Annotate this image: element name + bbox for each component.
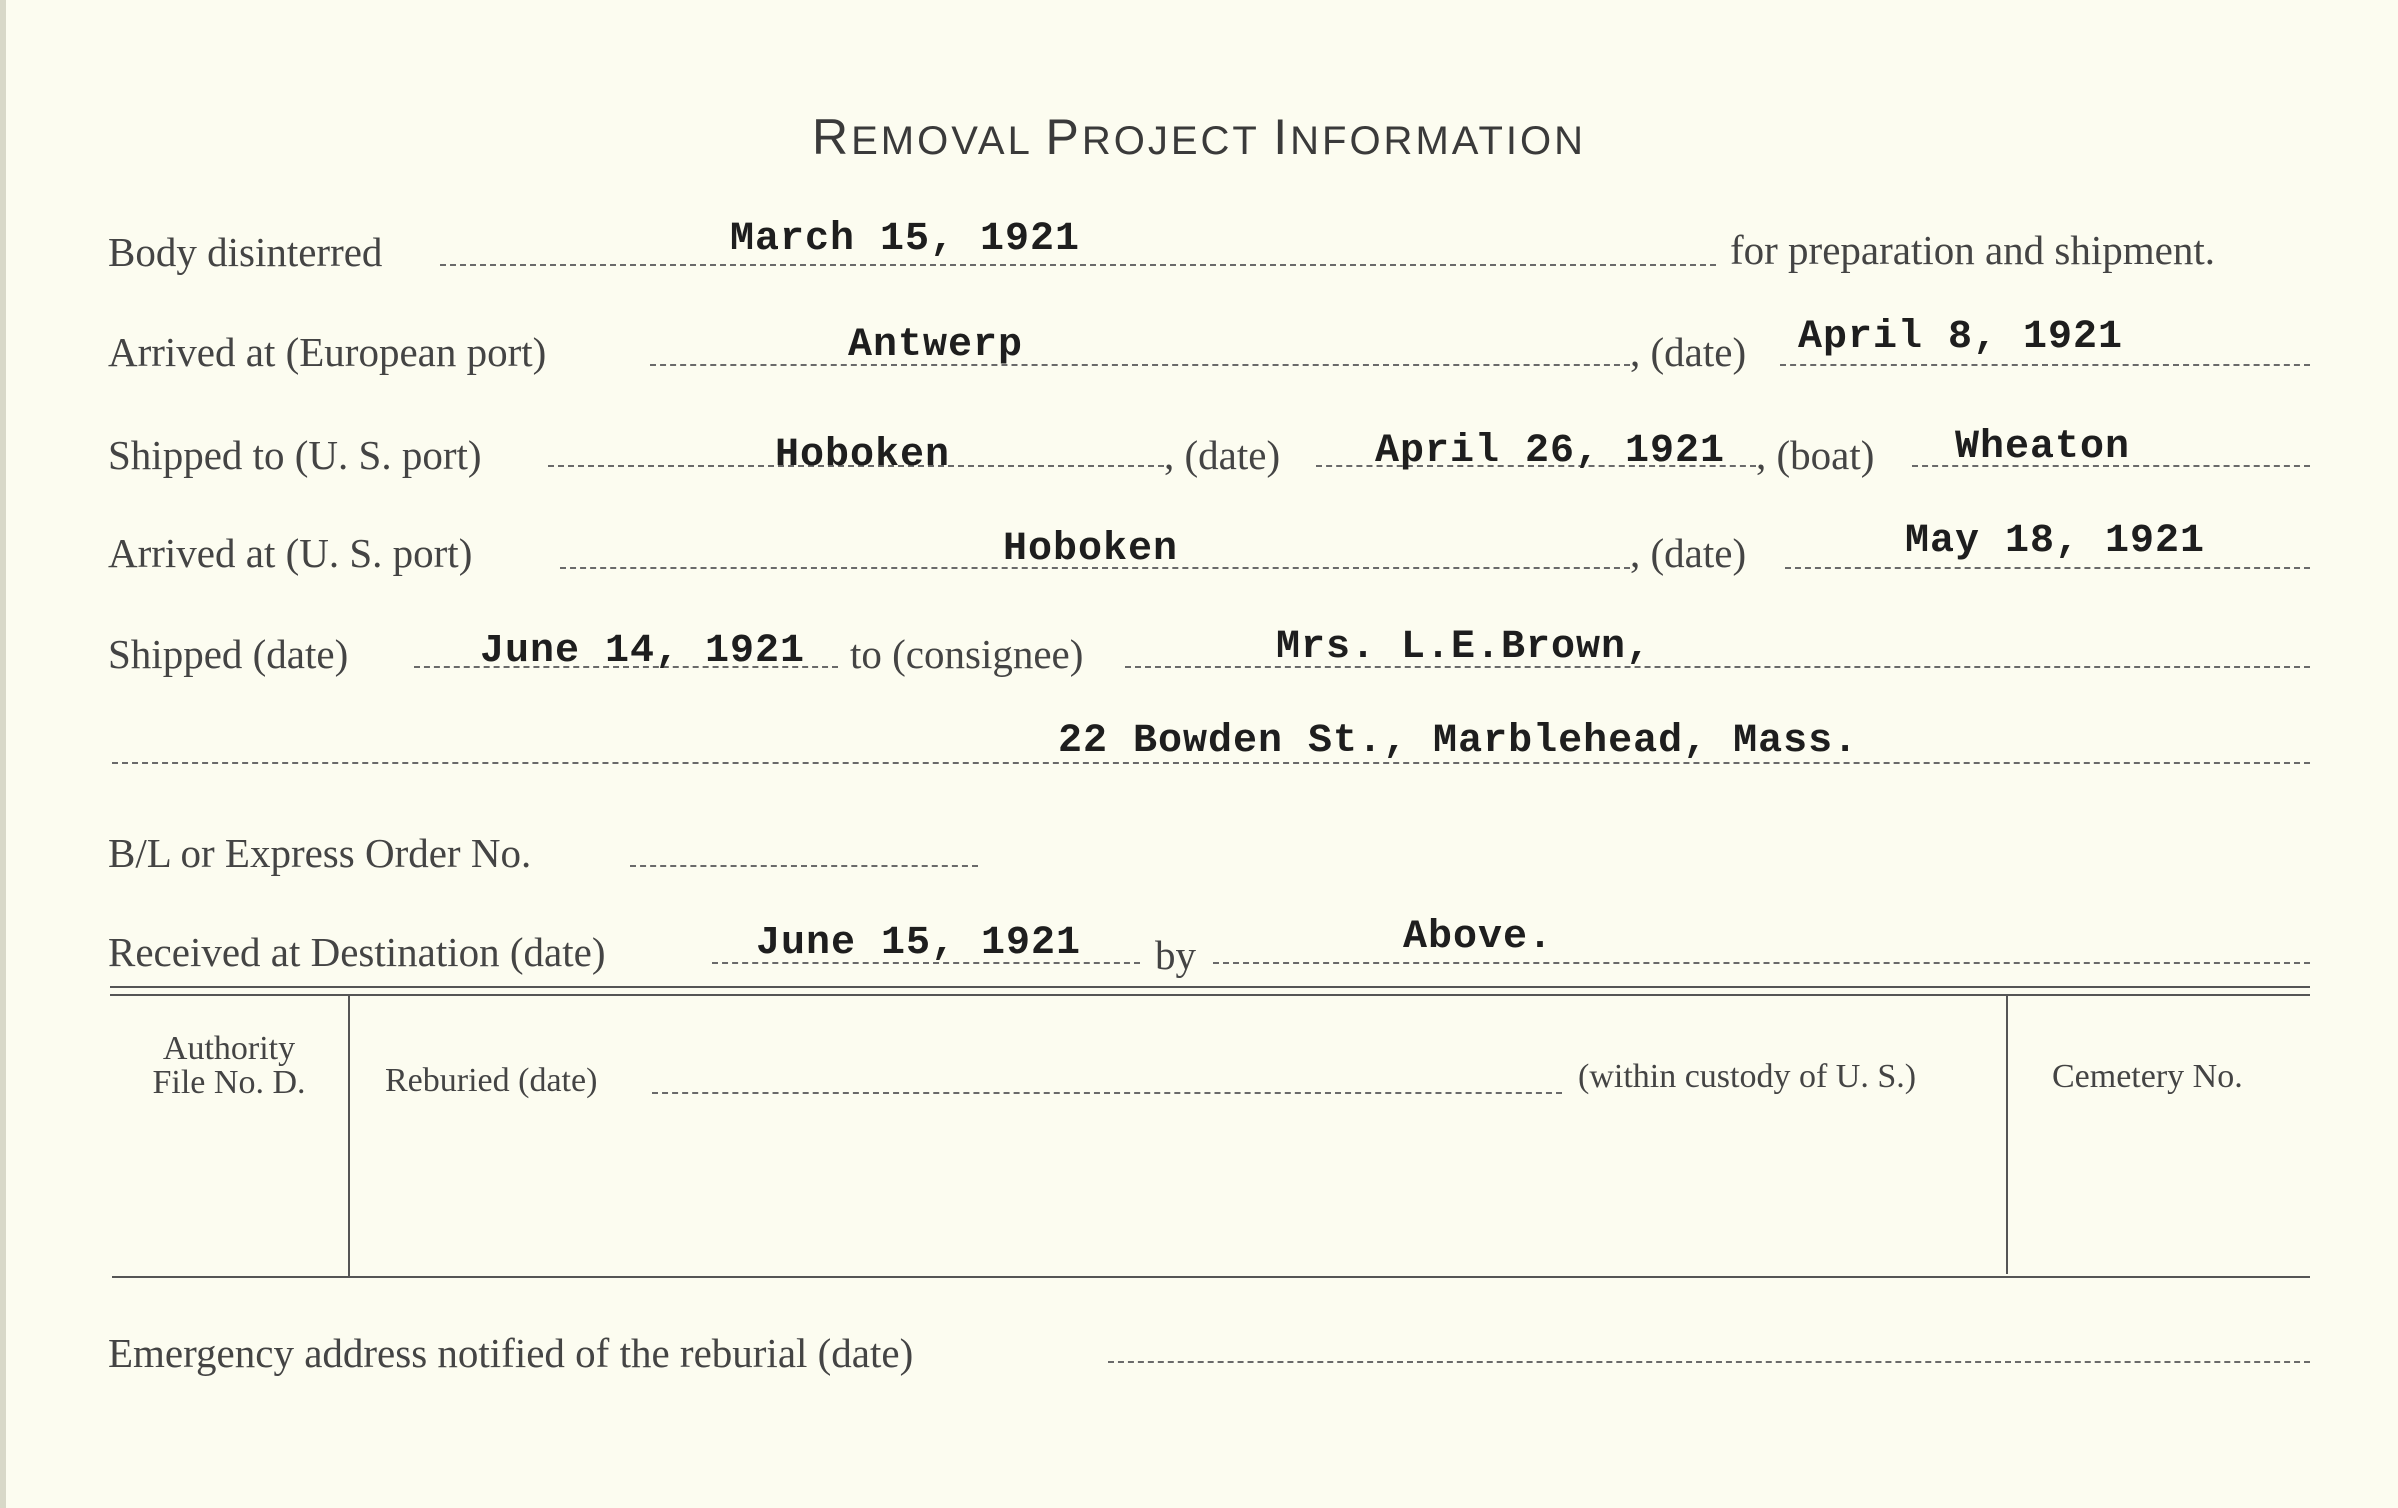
arrived-us-date-label: , (date) xyxy=(1630,530,1747,576)
disinterred-suffix: for preparation and shipment. xyxy=(1730,227,2216,273)
disinterred-label: Body disinterred xyxy=(108,229,383,275)
received-by: Above. xyxy=(1403,915,1554,960)
title-word-project: ROJECT xyxy=(1081,119,1274,163)
arrived-europe-date-line xyxy=(1780,364,2310,366)
consignee-label: to (consignee) xyxy=(850,631,1084,677)
authority-label-line1: Authority xyxy=(162,1030,296,1067)
arrived-europe-date-label: , (date) xyxy=(1630,329,1747,375)
table-bottom-rule xyxy=(112,1276,2310,1278)
arrived-europe-label: Arrived at (European port) xyxy=(108,329,547,375)
reburied-label: Reburied (date) xyxy=(385,1062,598,1099)
page-title xyxy=(0,108,2398,166)
disinterred-date: March 15, 1921 xyxy=(730,217,1081,262)
emergency-line xyxy=(1108,1361,2310,1363)
arrived-us-date-line xyxy=(1785,567,2310,569)
shipped-us-port: Hoboken xyxy=(775,433,951,478)
received-by-label: by xyxy=(1155,932,1196,978)
shipped-date: June 14, 1921 xyxy=(480,629,806,674)
custody-label: (within custody of U. S.) xyxy=(1578,1058,1917,1095)
arrived-us-port: Hoboken xyxy=(1003,527,1179,572)
shipped-us-boat: Wheaton xyxy=(1955,425,2131,470)
arrived-europe-port: Antwerp xyxy=(848,323,1024,368)
arrived-europe-date: April 8, 1921 xyxy=(1798,315,2124,360)
received-label: Received at Destination (date) xyxy=(108,929,606,975)
table-top-rule-inner xyxy=(110,994,2310,996)
bl-label: B/L or Express Order No. xyxy=(108,830,532,876)
shipped-us-label: Shipped to (U. S. port) xyxy=(108,432,482,478)
title-word-information: NFORMATION xyxy=(1290,119,1587,163)
shipped-us-date-label: , (date) xyxy=(1164,432,1281,478)
consignee-address: 22 Bowden St., Marblehead, Mass. xyxy=(1058,719,1859,764)
shipped-us-date: April 26, 1921 xyxy=(1375,429,1726,474)
title-initial-i: I xyxy=(1273,109,1291,165)
consignee-name: Mrs. L.E.Brown, xyxy=(1276,625,1652,670)
title-initial-r: R xyxy=(811,109,852,165)
card-edge xyxy=(0,0,6,1508)
title-initial-p: P xyxy=(1045,109,1082,165)
authority-label-line2: File No. D. xyxy=(152,1064,306,1101)
table-divider-left xyxy=(348,996,350,1278)
received-date: June 15, 1921 xyxy=(756,921,1082,966)
arrived-us-date: May 18, 1921 xyxy=(1905,519,2206,564)
disinterred-line xyxy=(440,264,1716,266)
shipped-date-label: Shipped (date) xyxy=(108,631,349,677)
cemetery-label: Cemetery No. xyxy=(2052,1058,2243,1095)
received-by-line xyxy=(1213,962,2310,964)
table-divider-right xyxy=(2006,996,2008,1274)
arrived-europe-line xyxy=(650,364,1630,366)
reburied-line xyxy=(652,1092,1562,1094)
table-top-rule xyxy=(110,986,2310,988)
title-word-removal: EMOVAL xyxy=(851,119,1046,163)
bl-line xyxy=(630,865,978,867)
shipped-us-boat-label: , (boat) xyxy=(1756,432,1875,478)
arrived-us-label: Arrived at (U. S. port) xyxy=(108,530,473,576)
emergency-label: Emergency address notified of the reburial (date) xyxy=(108,1330,914,1376)
